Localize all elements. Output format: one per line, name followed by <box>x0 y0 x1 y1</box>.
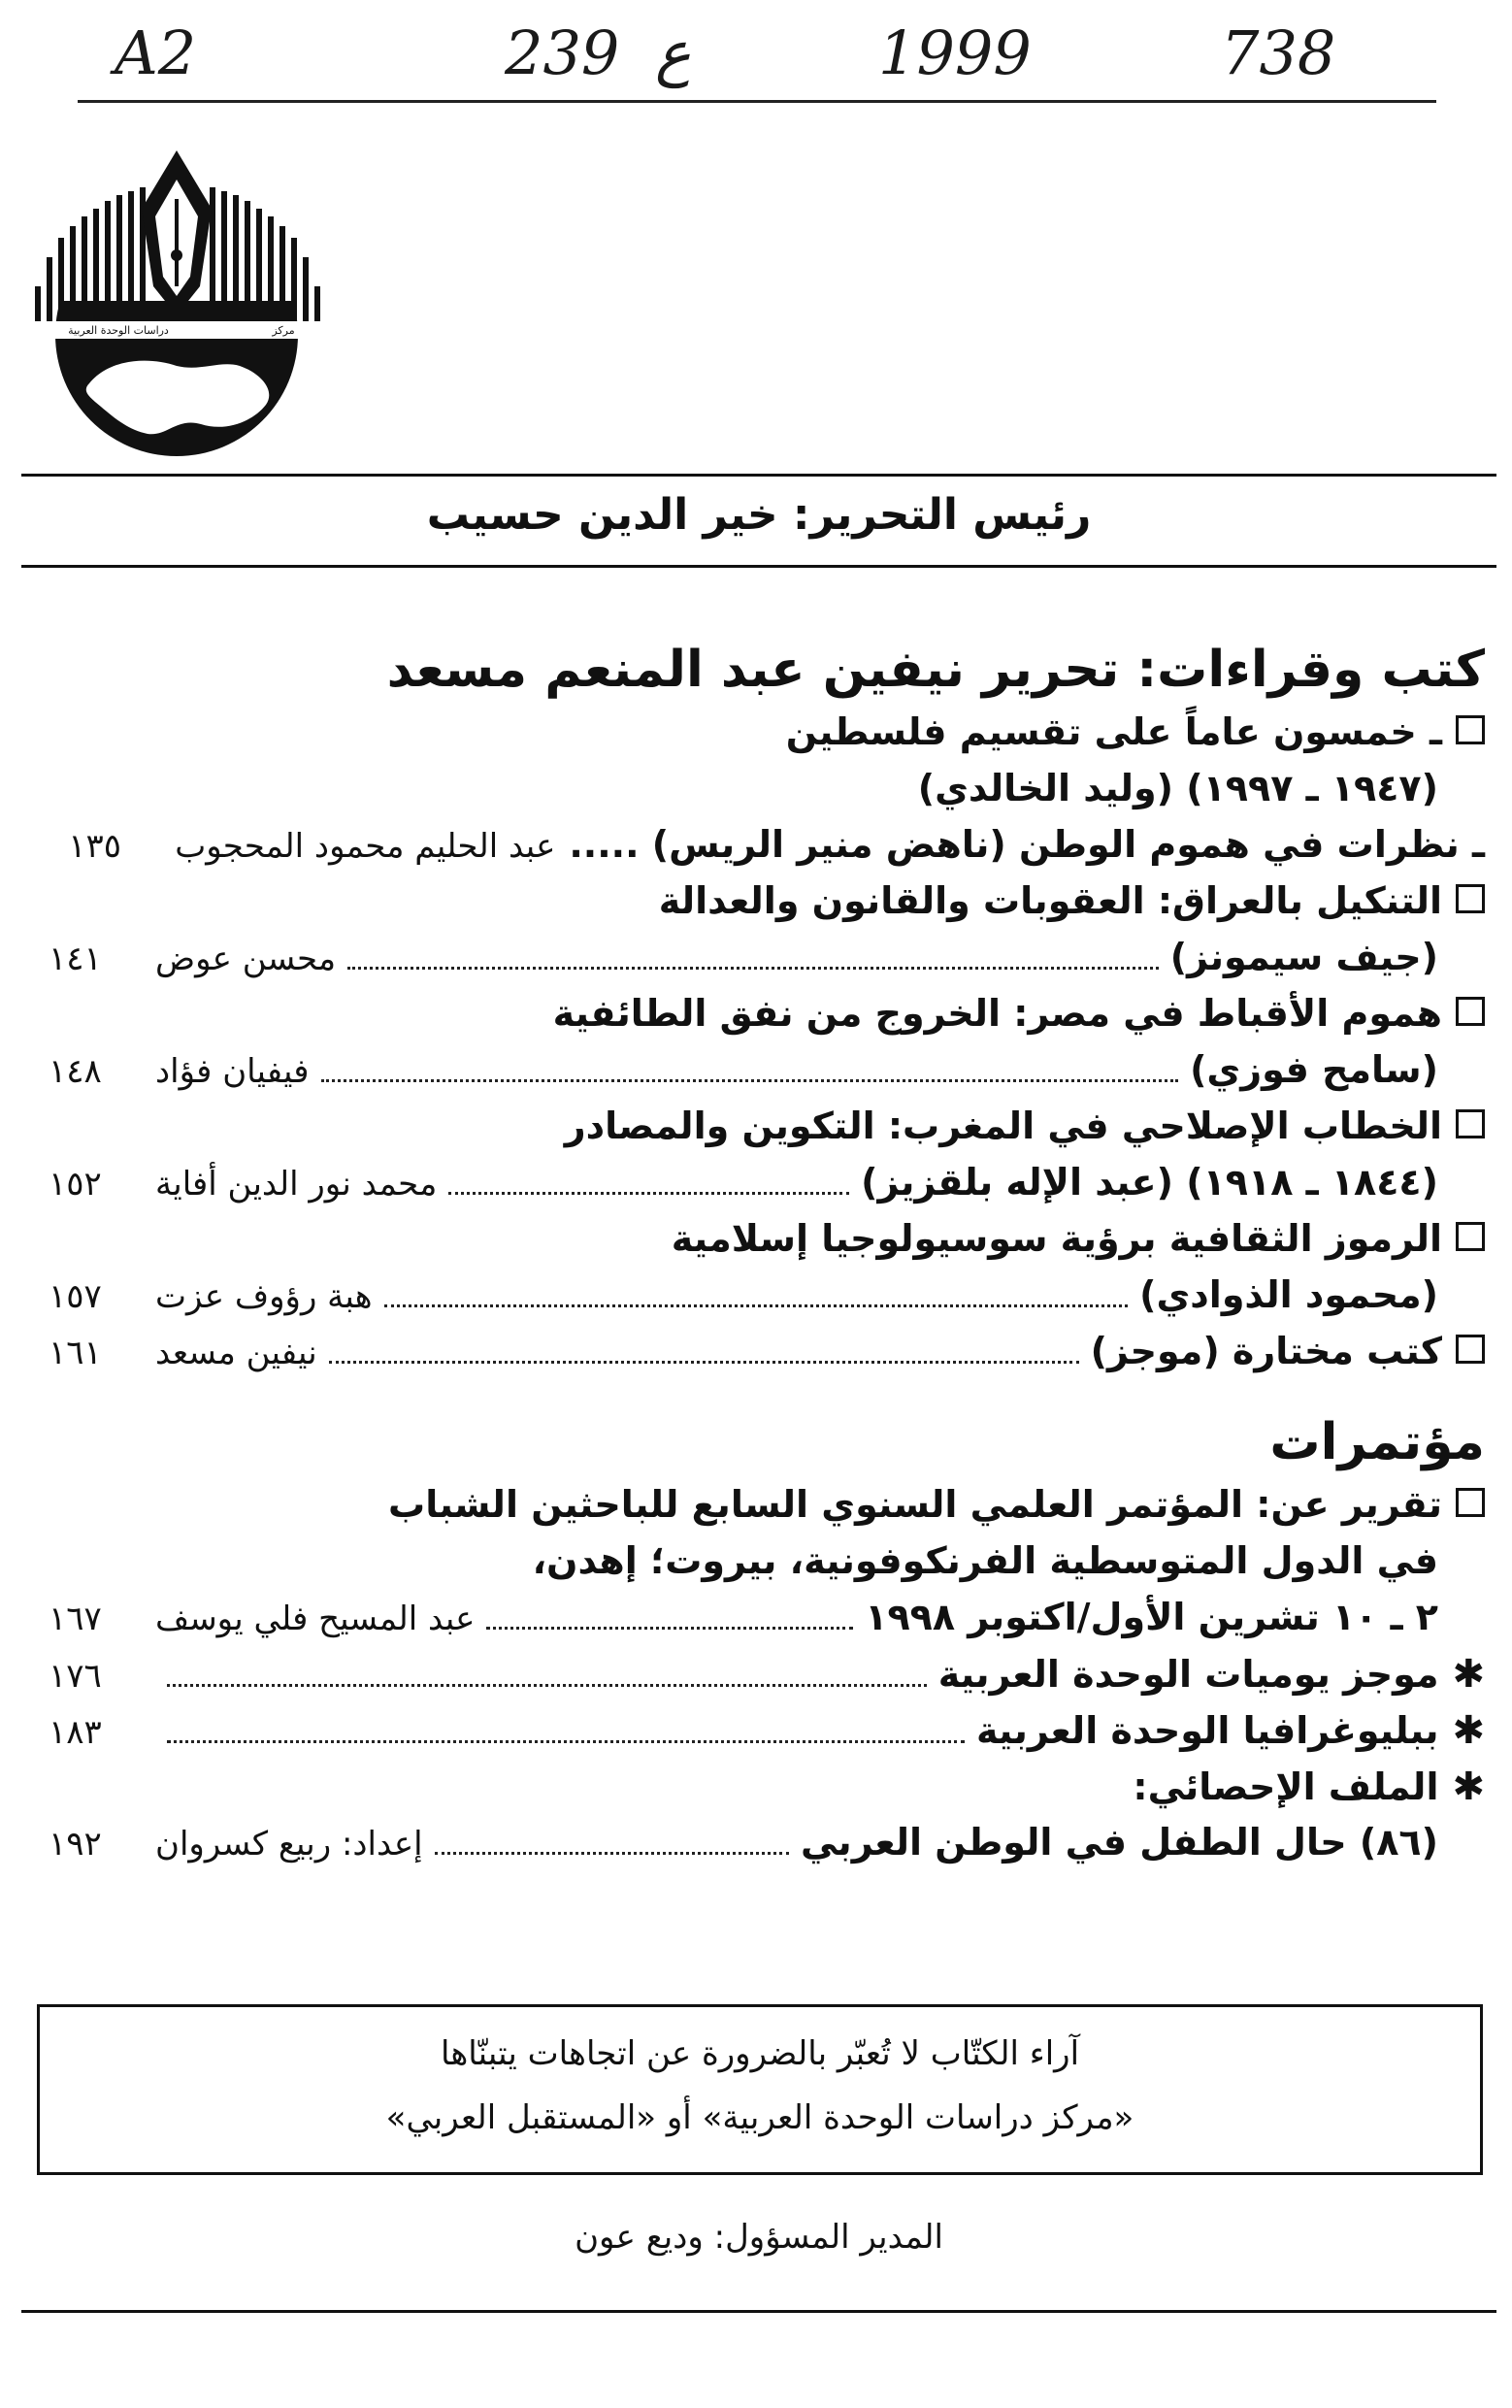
entry-author: محمد نور الدين أفاية <box>155 1165 438 1204</box>
entry-subtitle: (٨٦) حال الطفل في الوطن العربي <box>800 1821 1438 1864</box>
leader-dots <box>167 1740 965 1743</box>
toc-entry <box>49 879 1485 992</box>
handwritten-year: 1999 <box>878 17 1032 88</box>
checkbox-icon <box>1456 715 1485 744</box>
handwritten-page-ref: 738 <box>1221 17 1336 88</box>
entry-page-number: ١٤١ <box>49 940 102 978</box>
handwritten-underline <box>78 100 1436 103</box>
entry-subtitle: في الدول المتوسطية الفرنكوفونية، بيروت؛ إهدن، <box>532 1539 1438 1582</box>
entry-title: هموم الأقباط في مصر: الخروج من نفق الطائفية <box>552 992 1442 1035</box>
entry-title: تقرير عن: المؤتمر العلمي السنوي السابع للباحثين الشباب <box>388 1483 1442 1526</box>
toc-entry <box>49 1708 1485 1765</box>
entry-author: هبة رؤوف عزت <box>155 1277 373 1316</box>
entry-page-number: ١٦٧ <box>49 1600 102 1638</box>
header-rule <box>21 474 1496 477</box>
leader-dots <box>435 1852 789 1855</box>
leader-dots <box>486 1627 853 1630</box>
entry-author: إعداد: ربيع كسروان <box>155 1825 423 1864</box>
entry-author: عبد المسيح فلي يوسف <box>155 1600 476 1638</box>
entry-page-number: ١٤٨ <box>49 1052 102 1091</box>
toc-entry <box>49 1105 1485 1217</box>
checkbox-icon <box>1456 1109 1485 1138</box>
asterisk-icon: ✱ <box>1452 1652 1485 1697</box>
entry-subtitle: ـ نظرات في هموم الوطن (ناهض منير الريس) ..... <box>569 823 1485 866</box>
toc-entry <box>49 1652 1485 1708</box>
entry-page-number: ١٦١ <box>49 1334 102 1372</box>
books-section-title: كتب وقراءات: تحرير نيفين عبد المنعم مسعد <box>386 641 1485 699</box>
checkbox-icon <box>1456 1335 1485 1364</box>
entry-title: ـ خمسون عاماً على تقسيم فلسطين <box>785 710 1442 753</box>
handwritten-letter: ع <box>655 17 691 88</box>
checkbox-icon <box>1456 1222 1485 1251</box>
editor-rule <box>21 565 1496 568</box>
entry-page-number: ١٥٢ <box>49 1165 102 1204</box>
entry-subtitle: (١٨٤٤ ـ ١٩١٨) (عبد الإله بلقزيز) <box>861 1161 1438 1204</box>
toc-entry <box>49 1217 1485 1330</box>
entry-subtitle: (سامح فوزي) <box>1190 1048 1438 1091</box>
entry-author: فيفيان فؤاد <box>155 1052 310 1091</box>
asterisk-icon: ✱ <box>1452 1765 1485 1809</box>
leader-dots <box>321 1079 1179 1082</box>
entry-title: كتب مختارة (موجز) <box>1090 1330 1442 1372</box>
leader-dots <box>329 1361 1079 1364</box>
disclaimer-line: آراء الكتّاب لا تُعبّر بالضرورة عن اتجاهات يتبنّاها <box>440 2034 1080 2073</box>
entry-title: الخطاب الإصلاحي في المغرب: التكوين والمصادر <box>564 1105 1442 1147</box>
handwritten-class-code: A2 <box>115 17 197 88</box>
editor-in-chief: رئيس التحرير: خير الدين حسيب <box>426 490 1092 540</box>
entry-author: عبد الحليم محمود المحجوب <box>175 827 556 866</box>
entry-subtitle: ٢ ـ ١٠ تشرين الأول/اكتوبر ١٩٩٨ <box>865 1596 1438 1638</box>
entry-title: موجز يوميات الوحدة العربية <box>937 1653 1439 1696</box>
checkbox-icon <box>1456 997 1485 1026</box>
toc-entry <box>49 710 1485 879</box>
entry-title: الرموز الثقافية برؤية سوسيولوجيا إسلامية <box>671 1217 1442 1260</box>
entry-subtitle: (جيف سيمونز) <box>1169 936 1438 978</box>
leader-dots <box>448 1192 849 1195</box>
leader-dots <box>347 967 1159 970</box>
checkbox-icon <box>1456 884 1485 913</box>
table-of-contents <box>49 641 1485 1877</box>
footer-rule <box>21 2310 1496 2313</box>
entry-page-number: ١٩٢ <box>49 1825 102 1864</box>
entry-page-number: ١٥٧ <box>49 1277 102 1316</box>
logo-text-name: دراسات الوحدة العربية <box>68 324 169 337</box>
leader-dots <box>167 1684 927 1687</box>
entry-subtitle: (محمود الذوادي) <box>1139 1273 1438 1316</box>
checkbox-icon <box>1456 1488 1485 1517</box>
entry-page-number: ١٧٦ <box>49 1657 102 1696</box>
entry-title: الملف الإحصائي: <box>1133 1765 1439 1808</box>
entry-author: محسن عوض <box>155 940 337 978</box>
entry-page-number: ١٣٥ <box>68 827 121 866</box>
toc-entry <box>49 992 1485 1105</box>
entry-title: التنكيل بالعراق: العقوبات والقانون والعدالة <box>658 879 1442 922</box>
conferences-section-title: مؤتمرات <box>1269 1413 1485 1471</box>
logo-text-centre: مركز <box>272 324 295 337</box>
leader-dots <box>384 1304 1129 1307</box>
managing-director: المدير المسؤول: وديع عون <box>575 2218 943 2257</box>
disclaimer-line: «مركز دراسات الوحدة العربية» أو «المستقبل العربي» <box>385 2098 1134 2137</box>
toc-entry <box>49 1483 1485 1652</box>
disclaimer-box <box>37 2004 1483 2175</box>
entry-author: نيفين مسعد <box>155 1334 317 1372</box>
entry-title: ببليوغرافيا الوحدة العربية <box>976 1709 1439 1752</box>
entry-subtitle: (١٩٤٧ ـ ١٩٩٧) (وليد الخالدي) <box>917 767 1438 809</box>
toc-entry <box>49 1765 1485 1877</box>
toc-entry <box>49 1330 1485 1386</box>
entry-page-number: ١٨٣ <box>49 1713 102 1752</box>
arab-unity-studies-logo-icon <box>21 141 332 461</box>
asterisk-icon: ✱ <box>1452 1708 1485 1753</box>
handwritten-issue-number: 239 <box>505 17 620 88</box>
